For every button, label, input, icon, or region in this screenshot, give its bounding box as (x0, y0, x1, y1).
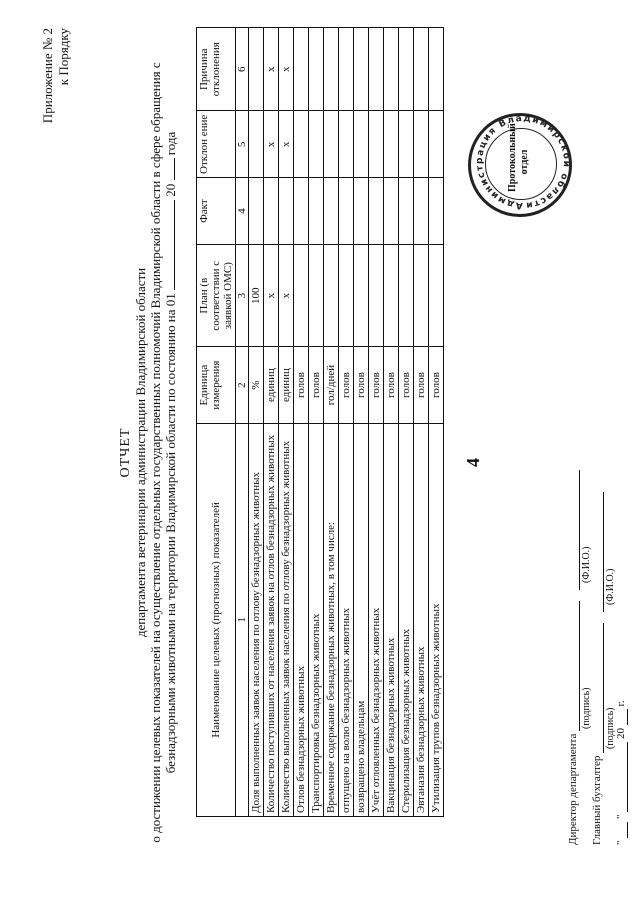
report-date-year: 20 (163, 183, 178, 197)
indicator-name-cell: Временное содержание безнадзорных животных, в том числе: (324, 423, 339, 816)
reason-cell (354, 28, 369, 111)
stamp-ring-text: Администрация Владимирской области (474, 113, 572, 211)
table-row (414, 28, 429, 817)
date-day-line (617, 822, 628, 838)
indicator-name-cell: Вакцинация безнадзорных животных (384, 423, 399, 816)
col-number: 5 (236, 111, 249, 178)
reason-cell (324, 28, 339, 111)
date-row (615, 470, 639, 845)
deviation-cell: х (264, 111, 279, 178)
plan-cell (294, 244, 309, 346)
reason-cell (414, 28, 429, 111)
date-quote-close: " (615, 814, 627, 819)
indicator-name-cell: Утилизация трупов безнадзорных животных (429, 423, 444, 816)
table-row (324, 28, 339, 817)
col-number: 3 (236, 244, 249, 346)
plan-cell (429, 244, 444, 346)
table-row (369, 28, 384, 817)
unit-cell: голов (309, 347, 324, 423)
fact-cell (249, 178, 264, 245)
official-stamp (468, 113, 572, 217)
col-number: 6 (236, 28, 249, 111)
table-row (384, 28, 399, 817)
reason-cell (369, 28, 384, 111)
table-row (339, 28, 354, 817)
deviation-cell (369, 111, 384, 178)
report-title-line-1: департамента ветеринарии администрации Владимирской области (133, 267, 148, 638)
report-title-line-2: о достижении целевых показателей на осуществление отдельных государственных полномочий Владимирской области в сфере обращения с (148, 62, 163, 843)
accountant-signature-line (593, 623, 604, 753)
header-indicator-name: Наименование целевых (прогнозных) показателей (197, 423, 236, 816)
deviation-cell (354, 111, 369, 178)
fact-cell (384, 178, 399, 245)
indicator-name-cell: Учёт отловленных безнадзорных животных (369, 423, 384, 816)
reason-cell: х (279, 28, 294, 111)
director-podpis-caption: (подпись) (581, 687, 592, 729)
reason-cell (384, 28, 399, 111)
stamp-center-line-1: Протокольный (507, 123, 518, 192)
accountant-fio-caption: (Ф.И.О.) (605, 568, 616, 605)
unit-cell: голов (369, 347, 384, 423)
indicator-name-cell: отпущено на волю безнадзорных животных (339, 423, 354, 816)
deviation-cell (339, 111, 354, 178)
date-year-line (617, 709, 628, 725)
header-deviation: Отклон ение (197, 111, 236, 178)
deviation-cell (324, 111, 339, 178)
fact-cell (309, 178, 324, 245)
accountant-label: Главный бухгалтер (591, 755, 603, 845)
reason-cell (429, 28, 444, 111)
date-year: 20 (615, 728, 627, 739)
appendix-line-1: Приложение № 2 (40, 28, 55, 124)
table-row (429, 28, 444, 817)
report-date-blank (163, 200, 175, 290)
director-name-line (569, 470, 580, 590)
fact-cell (294, 178, 309, 245)
reason-cell (294, 28, 309, 111)
indicator-name-cell: Доля выполненных заявок населения по отлову безнадзорных животных (249, 423, 264, 816)
indicator-name-cell: Транспортировка безнадзорных животных (309, 423, 324, 816)
fact-cell (369, 178, 384, 245)
table-row (279, 28, 294, 817)
indicator-name-cell: Стерилизация безнадзорных животных (399, 423, 414, 816)
report-year-blank (163, 158, 175, 180)
director-fio-caption: (Ф.И.О.) (581, 546, 592, 583)
indicator-name-cell: Эвтаназия безнадзорных животных (414, 423, 429, 816)
report-title (118, 0, 178, 905)
director-signature-line (569, 601, 580, 731)
fact-cell (429, 178, 444, 245)
fact-cell (414, 178, 429, 245)
unit-cell: голов (429, 347, 444, 423)
header-fact: Факт (197, 178, 236, 245)
deviation-cell: х (279, 111, 294, 178)
header-unit: Единица измерения (197, 347, 236, 423)
indicator-name-cell: Отлов безнадзорных животных (294, 423, 309, 816)
deviation-cell (384, 111, 399, 178)
unit-cell: голов (384, 347, 399, 423)
plan-cell: х (279, 244, 294, 346)
page-number: 4 (463, 458, 483, 467)
header-reason: Причина отклонения (197, 28, 236, 111)
col-number: 4 (236, 178, 249, 245)
deviation-cell (309, 111, 324, 178)
report-date-prefix: безнадзорными животными на территории Владимирской области по состоянию на 01 (163, 293, 178, 774)
report-title-line-3 (163, 0, 178, 905)
unit-cell: % (249, 347, 264, 423)
unit-cell: единиц (264, 347, 279, 423)
fact-cell (399, 178, 414, 245)
unit-cell: голов (339, 347, 354, 423)
table-row (264, 28, 279, 817)
fact-cell (279, 178, 294, 245)
accountant-signature-row (591, 470, 615, 845)
plan-cell (339, 244, 354, 346)
deviation-cell (399, 111, 414, 178)
plan-cell (309, 244, 324, 346)
table-header-row (197, 28, 236, 817)
plan-cell (369, 244, 384, 346)
deviation-cell (414, 111, 429, 178)
report-date-suffix: года (163, 131, 178, 156)
indicators-table (196, 27, 444, 817)
appendix-line-2: к Порядку (56, 28, 71, 86)
deviation-cell (429, 111, 444, 178)
header-plan: План (в соответствии с заявкой ОМС) (197, 244, 236, 346)
date-g: г. (615, 700, 627, 707)
unit-cell: единиц (279, 347, 294, 423)
plan-cell (354, 244, 369, 346)
table-row (354, 28, 369, 817)
accountant-podpis-caption: (подпись) (605, 707, 616, 749)
deviation-cell (294, 111, 309, 178)
plan-cell (399, 244, 414, 346)
plan-cell (324, 244, 339, 346)
plan-cell (414, 244, 429, 346)
reason-cell (339, 28, 354, 111)
stamp-center-text (507, 123, 531, 192)
table-column-numbers-row (236, 28, 249, 817)
indicator-name-cell: Количество выполненных заявок населения по отлову безнадзорных животных (279, 423, 294, 816)
reason-cell (399, 28, 414, 111)
deviation-cell (249, 111, 264, 178)
date-quote-open: " (615, 840, 627, 845)
unit-cell: голов (354, 347, 369, 423)
signatures-block (567, 470, 639, 845)
unit-cell: гол/дней (324, 347, 339, 423)
fact-cell (354, 178, 369, 245)
indicator-name-cell: Количество поступивших от населения заявок на отлов безнадзорных животных (264, 423, 279, 816)
table-row (309, 28, 324, 817)
col-number: 2 (236, 347, 249, 423)
accountant-name-line (593, 492, 604, 612)
reason-cell (309, 28, 324, 111)
unit-cell: голов (414, 347, 429, 423)
indicator-name-cell: возвращено владельцам (354, 423, 369, 816)
plan-cell (384, 244, 399, 346)
col-number: 1 (236, 423, 249, 816)
director-signature-row (567, 470, 591, 845)
table-row (294, 28, 309, 817)
fact-cell (339, 178, 354, 245)
report-title-main: ОТЧЕТ (118, 427, 133, 478)
fact-cell (264, 178, 279, 245)
director-label: Директор департамента (567, 733, 579, 845)
plan-cell: 100 (249, 244, 264, 346)
reason-cell: х (264, 28, 279, 111)
fact-cell (324, 178, 339, 245)
unit-cell: голов (294, 347, 309, 423)
date-month-line (617, 742, 628, 812)
unit-cell: голов (399, 347, 414, 423)
plan-cell: х (264, 244, 279, 346)
table-row (399, 28, 414, 817)
table-row (249, 28, 264, 817)
stamp-center-line-2: отдел (519, 149, 530, 175)
reason-cell (249, 28, 264, 111)
appendix-note (40, 28, 72, 123)
